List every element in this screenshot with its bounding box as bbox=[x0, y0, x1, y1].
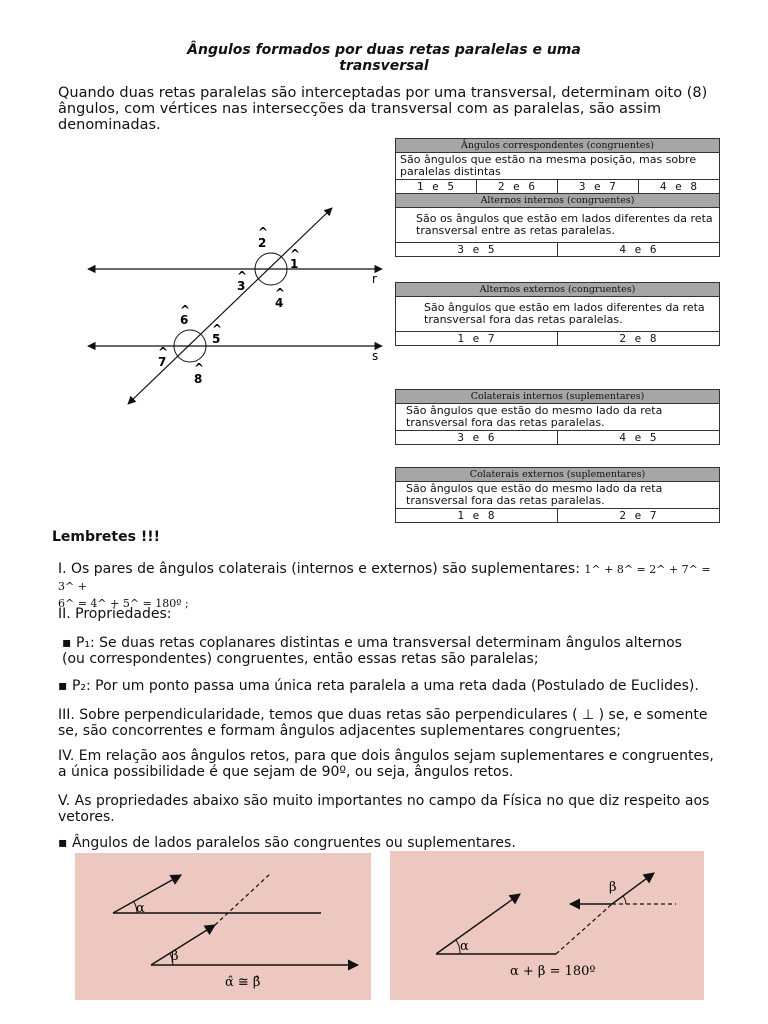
item-3: III. Sobre perpendicularidade, temos que duas retas são perpendiculares ( ⊥ ) se, e somente se, são concorrentes e formam ângulos adjacentes suplementares congruentes; bbox=[58, 707, 708, 739]
pair-cell: 3 e 5 bbox=[396, 243, 558, 257]
supplementary-caption: α + β = 180º bbox=[510, 964, 596, 979]
title-line-1: Ângulos formados por duas retas paralelas e uma bbox=[187, 42, 581, 58]
line-s-label: s bbox=[372, 349, 379, 363]
table-header: Colaterais externos (suplementares) bbox=[396, 468, 720, 482]
pair-cell: 3 e 7 bbox=[557, 180, 638, 194]
alpha-label: α bbox=[136, 901, 145, 916]
property-p1: ▪ P₁: Se duas retas coplanares distintas e uma transversal determinam ângulos alternos (ou correspondentes) congruentes, então essas retas são paralelas; bbox=[62, 635, 682, 667]
hat-3: ^ bbox=[237, 269, 248, 283]
item-1-math-a: 1^ + 8^ = 2^ + 7^ = 3^ + bbox=[58, 563, 711, 593]
figure-supplementary-drawing bbox=[390, 851, 704, 1000]
lembretes-heading: Lembretes !!! bbox=[52, 529, 160, 545]
item-1 bbox=[58, 561, 718, 612]
hat-8: ^ bbox=[194, 361, 205, 375]
title-line-2: transversal bbox=[339, 58, 429, 74]
pair-cell: 1 e 5 bbox=[396, 180, 477, 194]
table-correspondentes bbox=[395, 138, 720, 257]
parallel-lines-diagram bbox=[80, 200, 400, 410]
table-description: São ângulos que estão do mesmo lado da reta transversal fora das retas paralelas. bbox=[396, 404, 720, 431]
pair-cell: 4 e 6 bbox=[557, 243, 719, 257]
alpha-label: α bbox=[460, 939, 469, 954]
figure-supplementary-angles bbox=[390, 851, 704, 1000]
hat-5: ^ bbox=[212, 322, 223, 336]
pair-cell: 1 e 8 bbox=[396, 509, 558, 523]
item-1-text: I. Os pares de ângulos colaterais (internos e externos) são suplementares: bbox=[58, 561, 580, 577]
item-5: V. As propriedades abaixo são muito importantes no campo da Física no que diz respeito aos vetores. bbox=[58, 793, 710, 825]
beta-label: β bbox=[609, 880, 617, 895]
item-4: IV. Em relação aos ângulos retos, para que dois ângulos sejam suplementares e congruentes, a única possibilidade é que sejam de 90º, ou seja, ângulos retos. bbox=[58, 748, 714, 780]
angle-label-5: 5 bbox=[212, 332, 221, 346]
pair-cell: 4 e 5 bbox=[557, 431, 719, 445]
table-description: São ângulos que estão em lados diferentes da reta transversal fora das retas paralelas. bbox=[396, 297, 720, 332]
congruence-caption: α̂ ≅ β̂ bbox=[225, 975, 261, 990]
table-header: Colaterais internos (suplementares) bbox=[396, 390, 720, 404]
angle-label-7: 7 bbox=[158, 355, 167, 369]
table-alternos-externos bbox=[395, 282, 720, 346]
pair-cell: 2 e 7 bbox=[557, 509, 719, 523]
table-header: Alternos externos (congruentes) bbox=[396, 283, 720, 297]
item-2: II. Propriedades: bbox=[58, 606, 172, 622]
pair-cell: 2 e 8 bbox=[557, 332, 719, 346]
hat-2: ^ bbox=[258, 225, 269, 239]
pair-cell: 4 e 8 bbox=[638, 180, 719, 194]
hat-6: ^ bbox=[180, 303, 191, 317]
angle-label-8: 8 bbox=[194, 372, 203, 386]
item-6: ▪ Ângulos de lados paralelos são congruentes ou suplementares. bbox=[58, 835, 516, 851]
line-r-label: r bbox=[372, 272, 377, 286]
angle-label-4: 4 bbox=[275, 296, 284, 310]
angle-label-1: 1 bbox=[290, 257, 299, 271]
hat-4: ^ bbox=[275, 286, 286, 300]
figure-congruent-angles bbox=[75, 853, 371, 1000]
angle-label-3: 3 bbox=[237, 279, 246, 293]
item-1-math-b: 6^ = 4^ + 5^ = 180º ; bbox=[58, 597, 189, 610]
table-colaterais-externos bbox=[395, 467, 720, 523]
pair-cell: 2 e 6 bbox=[476, 180, 557, 194]
angle-label-2: 2 bbox=[258, 236, 267, 250]
table-description: São os ângulos que estão em lados diferentes da reta transversal entre as retas paralelas. bbox=[396, 208, 720, 243]
table-description: São ângulos que estão do mesmo lado da reta transversal fora das retas paralelas. bbox=[396, 482, 720, 509]
property-p2: ▪ P₂: Por um ponto passa uma única reta paralela a uma reta dada (Postulado de Euclides). bbox=[58, 678, 699, 694]
table-description: São ângulos que estão na mesma posição, mas sobre paralelas distintas bbox=[396, 153, 720, 180]
pair-cell: 3 e 6 bbox=[396, 431, 558, 445]
figure-congruent-drawing bbox=[75, 853, 371, 1000]
table-header: Alternos internos (congruentes) bbox=[396, 194, 720, 208]
beta-label: β bbox=[171, 949, 179, 964]
table-header: Ângulos correspondentes (congruentes) bbox=[396, 139, 720, 153]
angle-label-6: 6 bbox=[180, 313, 189, 327]
pair-cell: 1 e 7 bbox=[396, 332, 558, 346]
hat-1: ^ bbox=[290, 247, 301, 261]
hat-7: ^ bbox=[158, 345, 169, 359]
page-title bbox=[0, 42, 768, 74]
intro-paragraph: Quando duas retas paralelas são interceptadas por uma transversal, determinam oito (8) ângulos, com vértices nas intersecções da transversal com as paralelas, são assim denominadas. bbox=[58, 85, 708, 133]
table-colaterais-internos bbox=[395, 389, 720, 445]
transversal-line bbox=[128, 208, 332, 404]
